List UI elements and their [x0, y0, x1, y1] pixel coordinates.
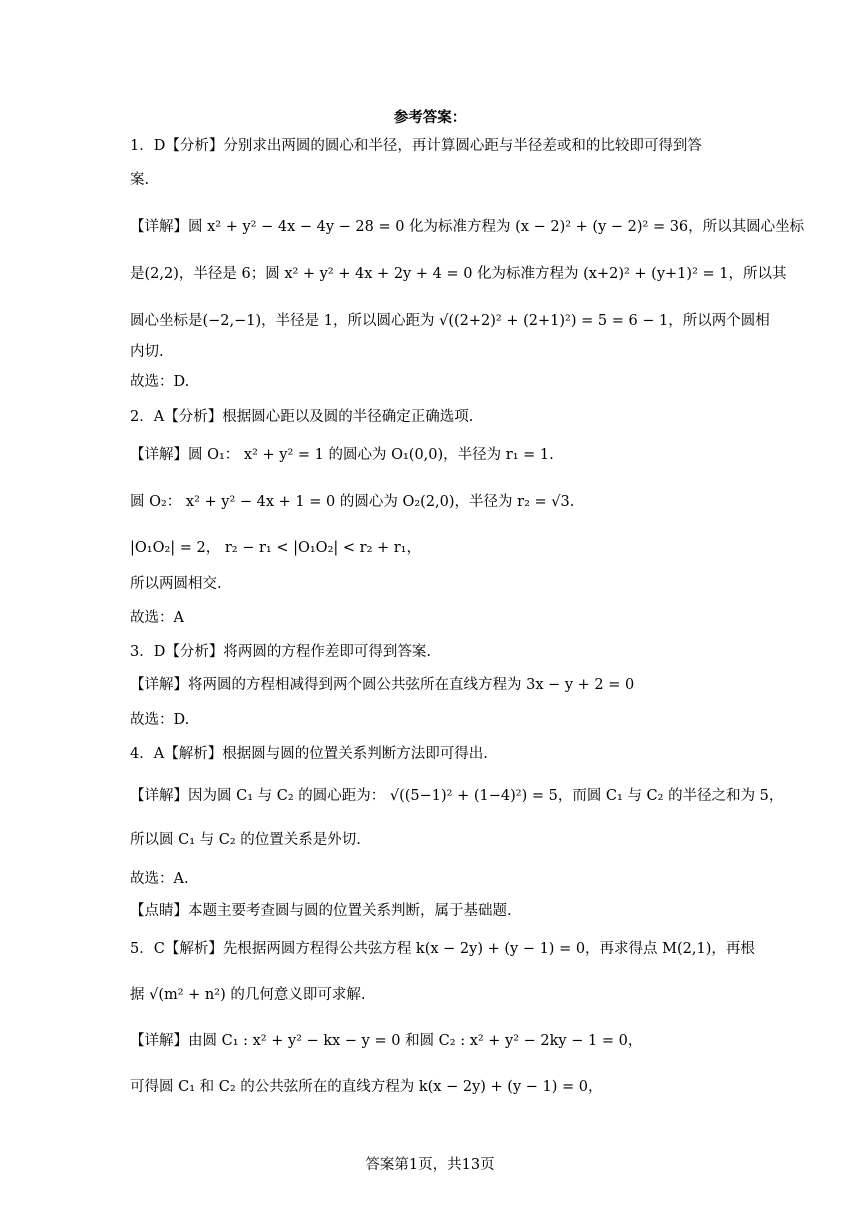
text-line: 【详解】因为圆 C₁ 与 C₂ 的圆心距为： √((5−1)² + (1−4)²) = 5，而圆 C₁ 与 C₂ 的半径之和为 5，: [130, 788, 784, 804]
text-line: 故选：A: [130, 610, 184, 626]
text-line: 内切.: [130, 344, 164, 360]
text-line: 1．D【分析】分别求出两圆的圆心和半径，再计算圆心距与半径差或和的比较即可得到答: [130, 138, 702, 154]
text-line: 圆心坐标是(−2,−1)，半径是 1，所以圆心距为 √((2+2)² + (2+1)²) = 5 = 6 − 1，所以两个圆相: [130, 313, 770, 329]
text-line: 3．D【分析】将两圆的方程作差即可得到答案.: [130, 644, 431, 660]
text-line: 所以两圆相交.: [130, 576, 222, 592]
text-line: 【点睛】本题主要考查圆与圆的位置关系判断，属于基础题.: [130, 903, 512, 919]
text-line: 【详解】圆 O₁： x² + y² = 1 的圆心为 O₁(0,0)，半径为 r₁ = 1.: [130, 447, 554, 463]
page-footer: 答案第1页，共13页: [365, 1157, 495, 1173]
text-line: 所以圆 C₁ 与 C₂ 的位置关系是外切.: [130, 832, 361, 848]
text-line: 2．A【分析】根据圆心距以及圆的半径确定正确选项.: [130, 409, 474, 425]
text-line: |O₁O₂| = 2， r₂ − r₁ < |O₁O₂| < r₂ + r₁，: [130, 540, 421, 556]
text-line: 4．A【解析】根据圆与圆的位置关系判断方法即可得出.: [130, 746, 488, 762]
text-line: 可得圆 C₁ 和 C₂ 的公共弦所在的直线方程为 k(x − 2y) + (y − 1) = 0，: [130, 1079, 603, 1095]
text-line: 圆 O₂： x² + y² − 4x + 1 = 0 的圆心为 O₂(2,0)，半径为 r₂ = √3.: [130, 494, 575, 510]
text-line: 是(2,2)，半径是 6；圆 x² + y² + 4x + 2y + 4 = 0 化为标准方程为 (x+2)² + (y+1)² = 1，所以其: [130, 266, 787, 282]
text-line: 5．C【解析】先根据两圆方程得公共弦方程 k(x − 2y) + (y − 1) = 0，再求得点 M(2,1)，再根: [130, 941, 755, 957]
text-line: 【详解】由圆 C₁ : x² + y² − kx − y = 0 和圆 C₂ : x² + y² − 2ky − 1 = 0，: [130, 1033, 643, 1049]
text-line: 故选：D.: [130, 374, 190, 390]
page-title: 参考答案：: [393, 109, 467, 126]
text-line: 据 √(m² + n²) 的几何意义即可求解.: [130, 987, 366, 1003]
text-line: 故选：D.: [130, 712, 190, 728]
text-line: 故选：A.: [130, 871, 189, 887]
text-line: 【详解】将两圆的方程相减得到两个圆公共弦所在直线方程为 3x − y + 2 = 0: [130, 677, 635, 693]
text-line: 案.: [130, 172, 150, 188]
text-line: 【详解】圆 x² + y² − 4x − 4y − 28 = 0 化为标准方程为 (x − 2)² + (y − 2)² = 36，所以其圆心坐标: [130, 219, 805, 235]
